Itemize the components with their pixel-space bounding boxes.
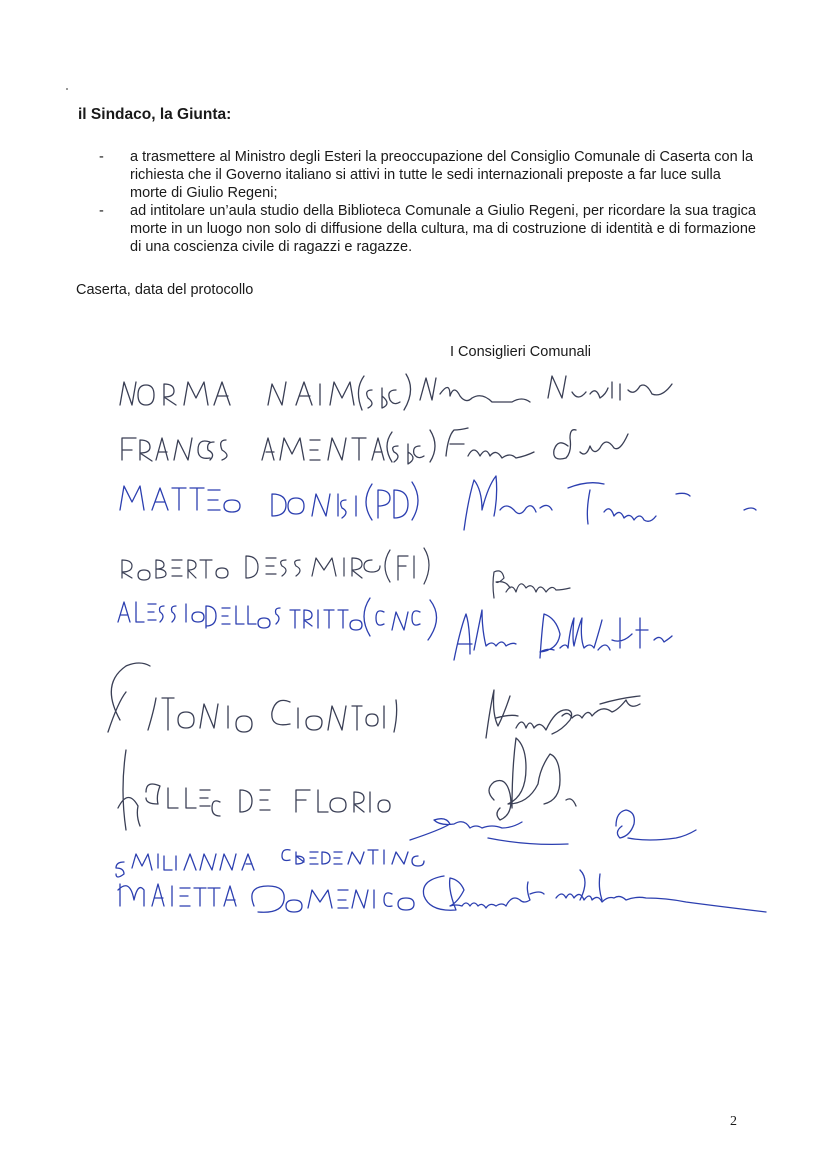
signature-row-6 (108, 663, 640, 738)
resolution-list (92, 148, 756, 256)
signers-title: I Consiglieri Comunali (450, 344, 592, 360)
signatures-drawing (0, 360, 826, 940)
signature-row-5 (118, 598, 672, 660)
signature-row-8 (116, 810, 696, 877)
signature-row-4 (122, 560, 228, 580)
signature-row-4b (246, 548, 570, 598)
resolution-item-text: a trasmettere al Ministro degli Esteri la preoccupazione del Consiglio Comunale di Caserta con la richiesta che il Governo italiano si attivi in tutte le sedi internazionali preposte a far luce sulla morte di Giulio Regeni; (130, 149, 754, 201)
list-dash: - (99, 149, 104, 165)
handwritten-signatures (0, 360, 826, 940)
list-dash: - (99, 203, 104, 219)
signature-row-3 (120, 476, 756, 530)
resolution-item (92, 148, 756, 202)
signature-row-1 (120, 374, 672, 410)
resolution-item (92, 202, 756, 256)
signature-row-9 (118, 870, 766, 912)
section-heading: il Sindaco, la Giunta: (78, 106, 232, 123)
place-date-line: Caserta, data del protocollo (76, 282, 254, 298)
resolution-item-text: ad intitolare un’aula studio della Biblioteca Comunale a Giulio Regeni, per ricordare la sua tragica morte in un luogo non solo di diffusione della cultura, ma di costruzione di identità e di formazione di una coscienza civile di ragazzi e ragazze. (130, 203, 756, 255)
signature-row-7 (118, 738, 576, 830)
signature-row-2 (122, 428, 628, 464)
page-number: 2 (730, 1114, 737, 1129)
stray-mark (66, 88, 68, 90)
